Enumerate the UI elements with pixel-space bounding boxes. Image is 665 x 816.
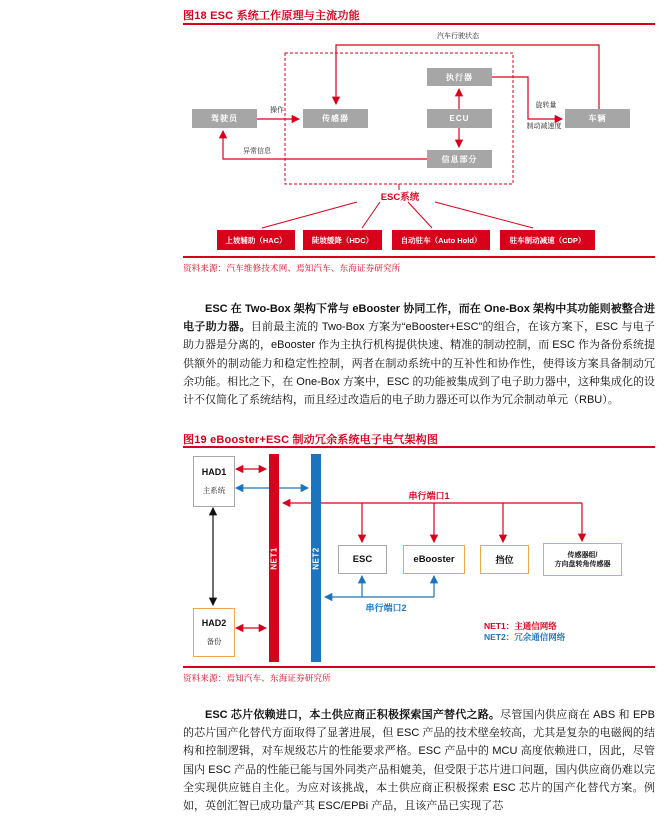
label-serial-port-1: 串行端口1 <box>408 491 450 501</box>
label-abnormal-info: 异常信息 <box>243 148 271 155</box>
label-serial-port-2: 串行端口2 <box>365 603 407 613</box>
function-box-hdc: 陡坡缓降（HDC） <box>303 230 382 250</box>
paragraph-esc-chip-rest: 尽管国内供应商在 ABS 和 EPB 的芯片国产化替代方面取得了显著进展，但 ESC 产品的技术壁垒较高，尤其是复杂的电磁阀的结构和控制逻辑，对车规级芯片的性能要求严格。ESC 产品中的 MCU 高度依赖进口，因此，尽管国内 ESC 产品的性能已能与国外同类产品相媲美，但受限于芯片进口问题，国内供应商仍难以完全实现供应链自主化。为应对该挑战，本土供应商正积极探索 ESC 芯片的国产化替代方案。例如，英创汇智已成功量产其 ESC/EPBi 产品，且该产品已实现了芯 <box>183 709 655 813</box>
fig18-source: 资料来源：汽车维修技术网、焉知汽车、东海证券研究所 <box>183 263 401 273</box>
paragraph-two-box <box>183 300 655 409</box>
fig18-diagram <box>183 30 655 256</box>
paragraph-esc-chip-bold: ESC 芯片依赖进口，本土供应商正积极探索国产替代之路。 <box>205 709 501 721</box>
label-operate: 操作 <box>270 107 284 114</box>
paragraph-two-box-rest: 目前最主流的 Two-Box 方案为“eBooster+ESC”的组合，在该方案下，ESC 与电子助力器是分离的，eBooster 作为主执行机构提供快速、精准的制动控制，而 ESC 作为备份系统提供额外的制动能力和稳定性控制，两者在制动系统中的互补性和协作性，使得该方案具备制动冗余功能。相比之下，在 One-Box 方案中，ESC 的功能被集成到了电子助力器中，这种集成化的设计不仅简化了系统结构，而且经过改造后的电子助力器还可以作为冗余制动单元（RBU）。 <box>183 321 655 407</box>
node-vehicle: 车辆 <box>565 109 630 128</box>
sensor-group-line2: 方向盘转角传感器 <box>554 560 611 568</box>
function-box-cdp: 驻车制动减速（CDP） <box>500 230 595 250</box>
fig18-bottom-rule <box>183 256 655 258</box>
node-ebooster: eBooster <box>403 545 465 574</box>
label-vehicle-state: 汽车行驶状态 <box>437 33 479 40</box>
net1-bus-label: NET1 <box>269 546 279 570</box>
node-driver: 驾驶员 <box>192 109 257 128</box>
had2-subtitle: 备份 <box>206 637 222 646</box>
label-rotation: 旋转量 <box>535 102 557 109</box>
node-gear: 挡位 <box>480 545 529 574</box>
paragraph-two-box-bold: ESC 在 Two-Box 架构下常与 eBooster 协同工作，而在 One-Box 架构中其功能则被整合进电子助力器。 <box>183 303 655 334</box>
had1-title: HAD1 <box>201 467 227 477</box>
node-sensor-group <box>543 543 622 576</box>
paragraph-esc-chip <box>183 706 655 815</box>
fig19-bottom-rule <box>183 666 655 668</box>
fig18-caption: 图18 ESC 系统工作原理与主流功能 <box>183 10 360 22</box>
fig18-caption-rule <box>183 23 655 25</box>
sensor-group-line1: 传感器组/ <box>567 551 598 559</box>
node-actuator: 执行器 <box>427 68 492 86</box>
net1-bus-bar <box>269 454 279 662</box>
fig19-diagram <box>183 450 655 666</box>
fig19-caption: 图19 eBooster+ESC 制动冗余系统电子电气架构图 <box>183 434 439 446</box>
legend-net1: NET1：主通信网络 <box>484 621 557 631</box>
net2-bus-bar <box>311 454 321 662</box>
node-info: 信息部分 <box>427 150 492 168</box>
net2-bus-label: NET2 <box>311 546 321 570</box>
had2-title: HAD2 <box>201 618 227 628</box>
node-esc: ESC <box>338 545 387 574</box>
node-had1 <box>193 456 235 507</box>
label-brake-decel: 制动减速度 <box>526 123 562 130</box>
node-sensor: 传感器 <box>303 109 368 128</box>
function-box-autohold: 自动驻车（Auto Hold） <box>392 230 490 250</box>
function-box-hac: 上坡辅助（HAC） <box>217 230 295 250</box>
label-esc-system: ESC系统 <box>380 192 420 203</box>
legend-net2: NET2：冗余通信网络 <box>484 632 566 642</box>
node-ecu: ECU <box>427 109 492 128</box>
fig19-source: 资料来源：焉知汽车、东海证券研究所 <box>183 673 331 683</box>
had1-subtitle: 主系统 <box>202 486 226 495</box>
fig18-connectors <box>183 30 655 256</box>
fig19-caption-rule <box>183 446 655 448</box>
node-had2 <box>193 608 235 657</box>
